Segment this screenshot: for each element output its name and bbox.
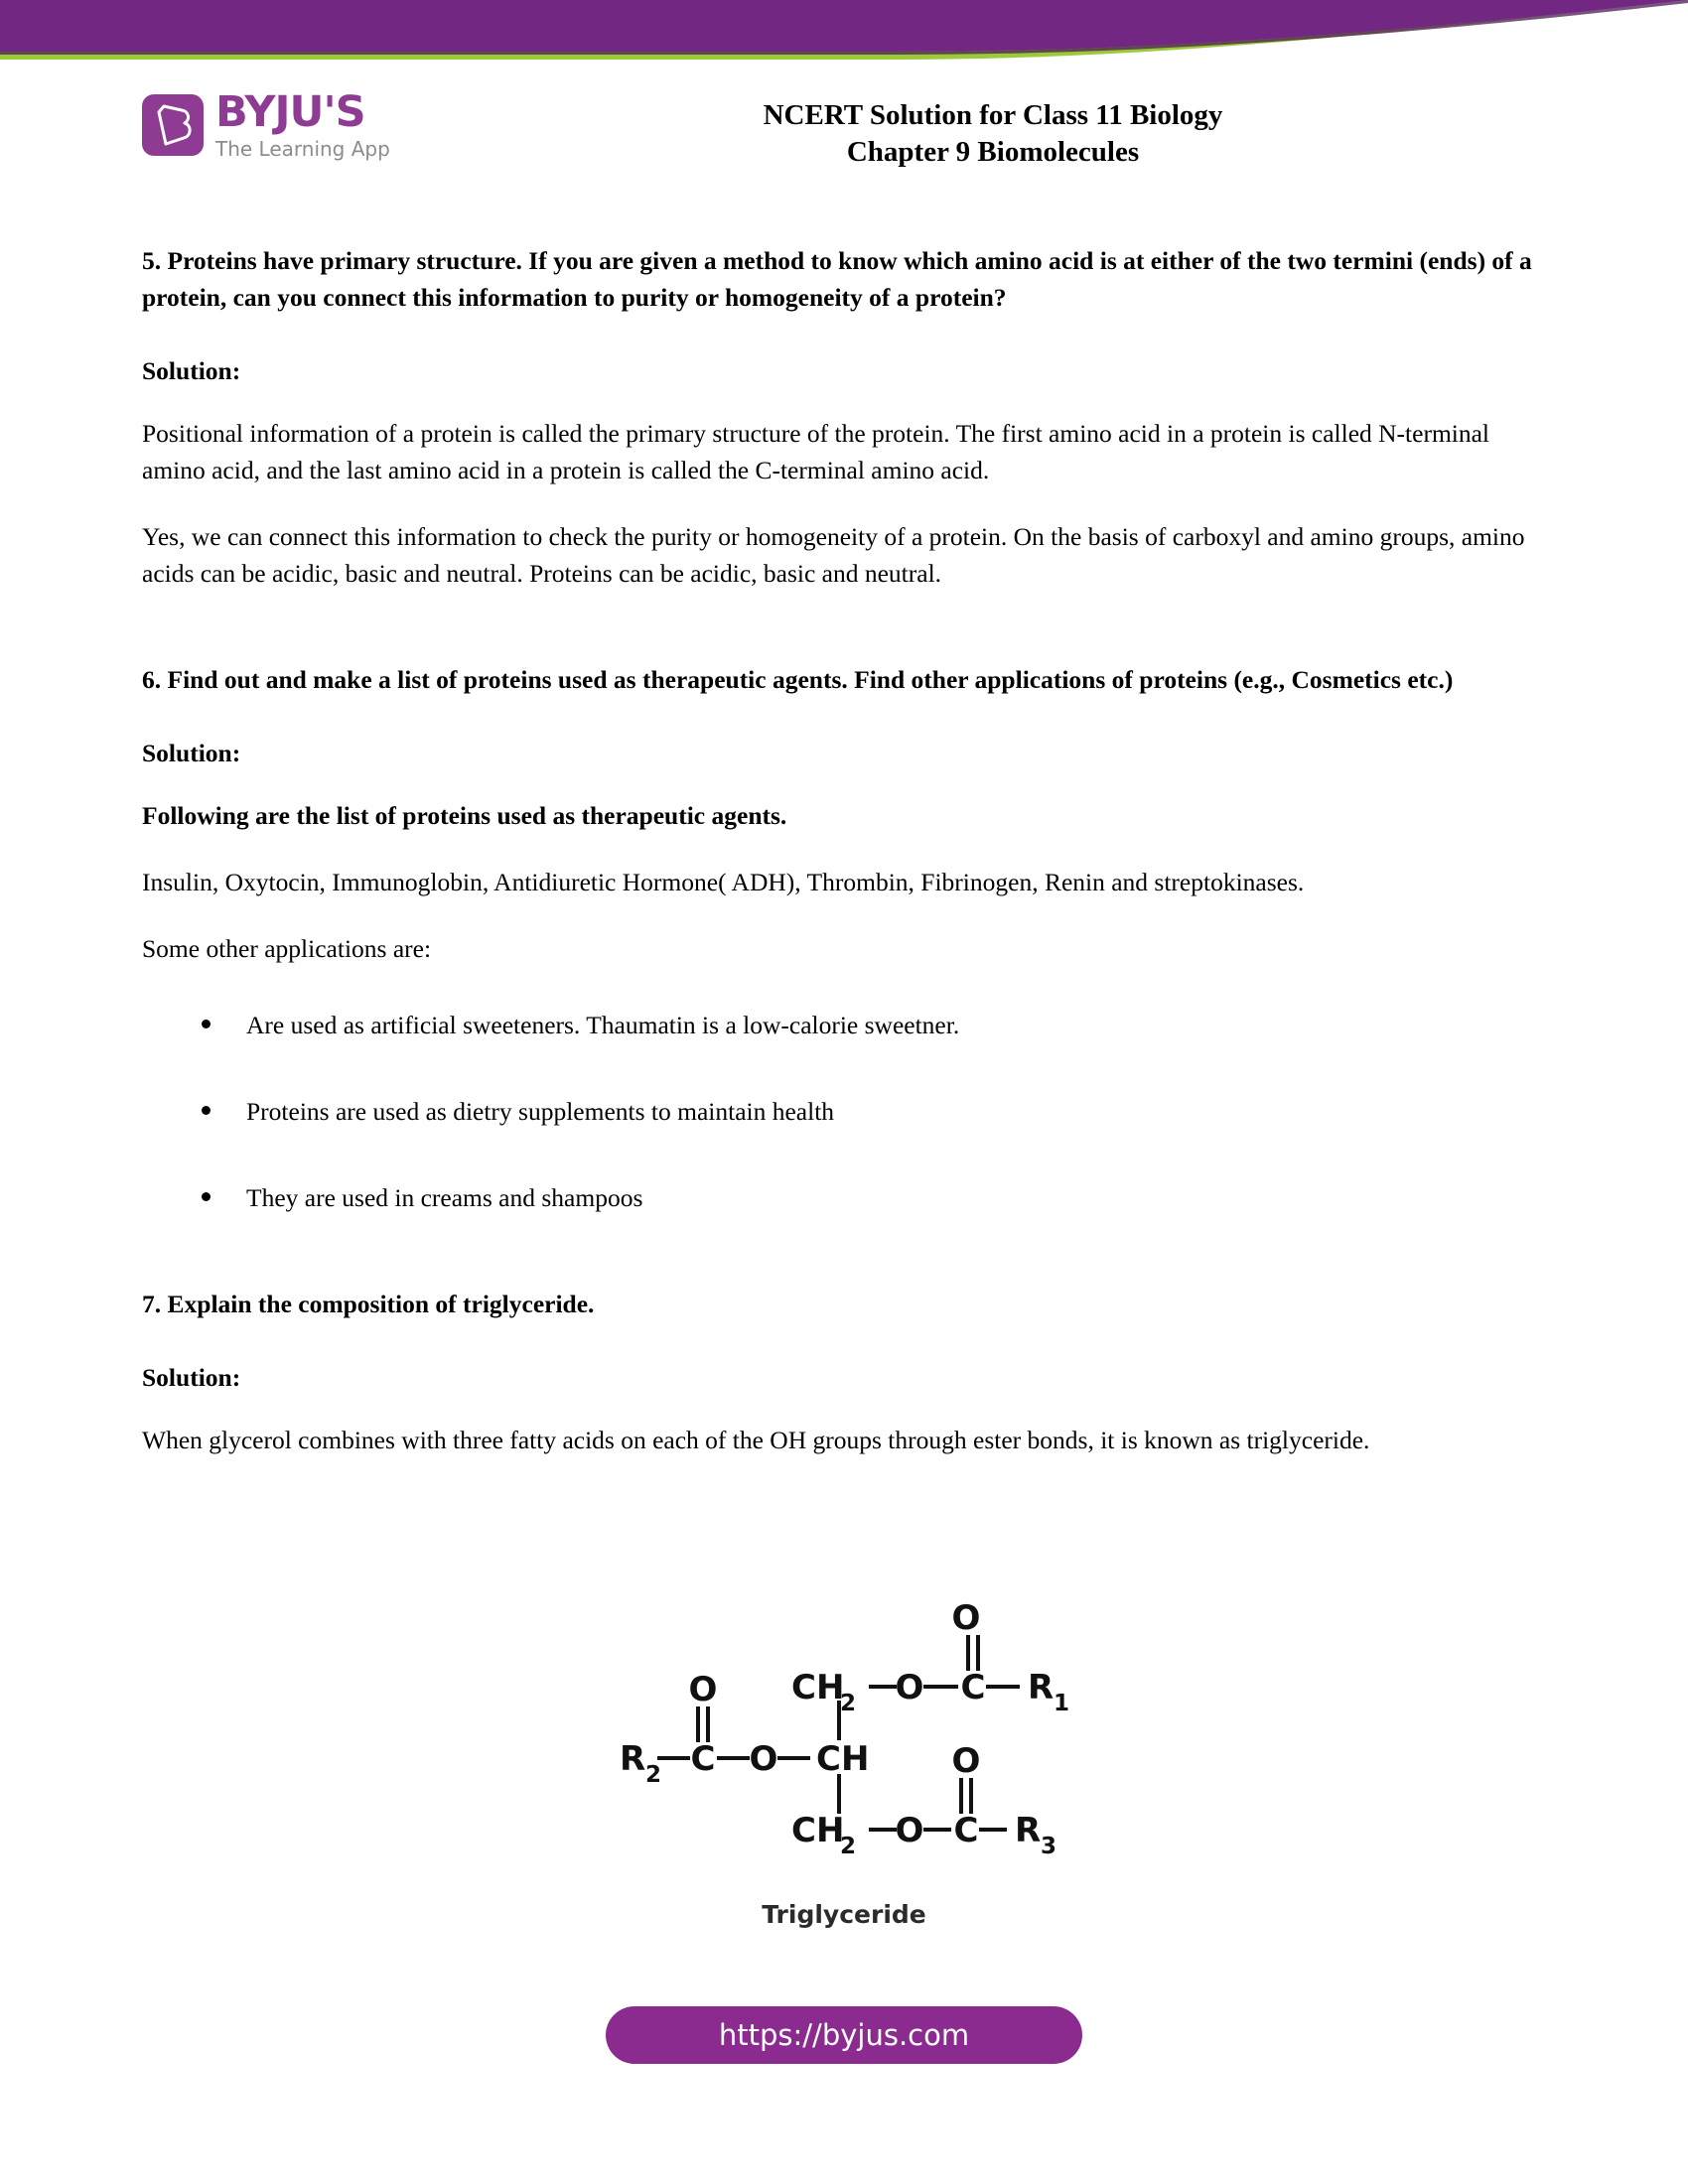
question-6-list-heading: Following are the list of proteins used as therapeutic agents.	[142, 800, 787, 830]
list-item	[142, 1008, 1547, 1044]
byjus-url-button[interactable]	[606, 2006, 1082, 2064]
document-header	[496, 97, 1489, 171]
atom-label-o-ester-top: O	[895, 1668, 924, 1707]
atom-label-ch2-bot: CH	[791, 1811, 845, 1850]
list-item-label: Proteins are used as dietry supplements to maintain health	[246, 1096, 835, 1126]
atom-label-c-mid: C	[690, 1739, 716, 1779]
atom-label-ch2-bot-subscript: 2	[840, 1834, 857, 1859]
question-5-answer-paragraph-1: Positional information of a protein is called the primary structure of the protein. The first amino acid in a protein is called N-terminal amino acid, and the last amino acid in a protein is called the C-terminal amino acid.	[142, 418, 1490, 484]
atom-label-ch-mid: CH	[816, 1739, 870, 1779]
atom-label-r2-subscript: 2	[645, 1762, 662, 1788]
bullet-dot-icon	[202, 1192, 211, 1201]
atom-label-o-double-top: O	[951, 1598, 981, 1638]
bullet-dot-icon	[202, 1020, 211, 1028]
atom-label-o-ester-mid: O	[749, 1739, 778, 1779]
question-5-text: 5. Proteins have primary structure. If you are given a method to know which amino acid is at either of the two termini (ends) of a protein, can you connect this information to purity or homogeneity of a protein?	[142, 246, 1532, 312]
bullet-dot-icon	[202, 1106, 211, 1115]
list-item	[142, 1094, 1547, 1131]
diagram-caption: Triglyceride	[762, 1900, 926, 1929]
question-6-solution-label: Solution:	[142, 738, 241, 767]
atom-label-r1-subscript: 1	[1054, 1691, 1070, 1716]
atom-label-r2: R	[620, 1739, 646, 1779]
atom-label-c-top: C	[960, 1668, 986, 1707]
header-line-1: NCERT Solution for Class 11 Biology	[763, 99, 1223, 131]
atom-label-ch2-top-subscript: 2	[840, 1691, 857, 1716]
atom-label-r3: R	[1015, 1811, 1042, 1850]
letter-b-icon	[142, 94, 204, 156]
atom-label-o-double-bot: O	[951, 1741, 981, 1781]
atom-label-c-bot: C	[953, 1811, 979, 1850]
list-item-label: Are used as artificial sweeteners. Thaumatin is a low-calorie sweetner.	[246, 1010, 960, 1039]
triglyceride-skeletal-formula	[586, 1573, 1102, 1891]
triglyceride-structure-diagram	[0, 1573, 1688, 1929]
question-7-text: 7. Explain the composition of triglyceride.	[142, 1289, 595, 1318]
atom-label-ch2-top: CH	[791, 1668, 845, 1707]
byjus-logo-text	[215, 87, 390, 161]
question-6-text: 6. Find out and make a list of proteins used as therapeutic agents. Find other applications of proteins (e.g., Cosmetics etc.)	[142, 664, 1454, 694]
document-body	[142, 243, 1547, 1459]
byjus-logo	[142, 87, 390, 161]
banner-purple-band	[0, 0, 1688, 52]
question-6-applications-intro: Some other applications are:	[142, 933, 432, 963]
byjus-logo-mark	[142, 94, 204, 156]
question-5-answer-paragraph-2: Yes, we can connect this information to check the purity or homogeneity of a protein. On the basis of carboxyl and amino groups, amino acids can be acidic, basic and neutral. Proteins can be acidic, basic and neutral.	[142, 521, 1525, 588]
question-5-solution-label: Solution:	[142, 355, 241, 385]
question-6-protein-list: Insulin, Oxytocin, Immunoglobin, Antidiuretic Hormone( ADH), Thrombin, Fibrinogen, Renin and streptokinases.	[142, 867, 1305, 896]
atom-label-r3-subscript: 3	[1041, 1834, 1057, 1859]
atom-label-r1: R	[1028, 1668, 1055, 1707]
question-7-answer-paragraph-1: When glycerol combines with three fatty acids on each of the OH groups through ester bonds, it is known as triglyceride.	[142, 1425, 1370, 1454]
byjus-logo-title: BYJU'S	[215, 87, 365, 137]
byjus-logo-tagline: The Learning App	[215, 137, 390, 161]
atom-label-o-ester-bot: O	[895, 1811, 924, 1850]
header-line-2: Chapter 9 Biomolecules	[846, 136, 1140, 169]
page-top-banner	[0, 0, 1688, 69]
list-item	[142, 1180, 1547, 1217]
byjus-url-label: https://byjus.com	[718, 2018, 970, 2052]
question-6-applications-list	[142, 1008, 1547, 1217]
list-item-label: They are used in creams and shampoos	[246, 1182, 643, 1212]
question-7-solution-label: Solution:	[142, 1362, 241, 1392]
banner-shape	[0, 0, 1688, 69]
atom-label-o-double-mid: O	[688, 1670, 718, 1709]
